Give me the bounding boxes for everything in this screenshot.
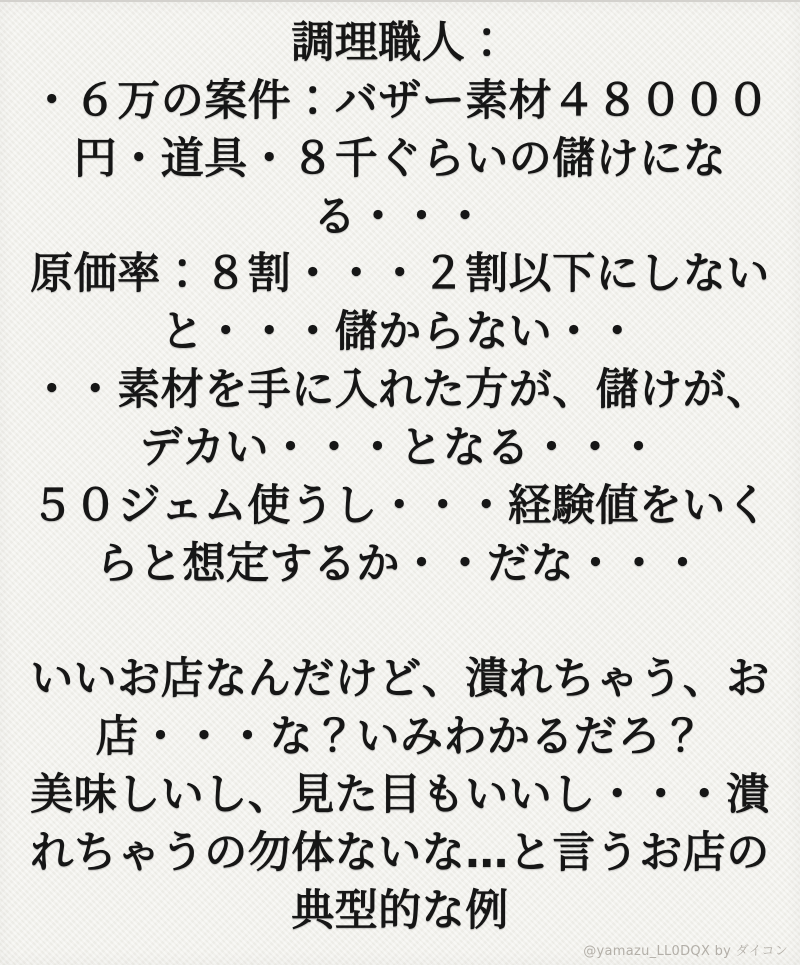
text-line: れちゃうの勿体ないな…と言うお店の	[30, 827, 770, 878]
text-line: 美味しいし、見た目もいいし・・・潰	[30, 769, 770, 820]
watermark-credit: @yamazu_LL0DQX by ダイコン	[583, 944, 788, 959]
text-line: らと想定するか・・だな・・・	[95, 538, 705, 589]
text-line: 店・・・な？いみわかるだろ？	[95, 712, 705, 763]
text-line: 典型的な例	[291, 885, 509, 936]
text-line: ・６万の案件：バザー素材４８０００	[30, 75, 770, 126]
text-line: デカい・・・となる・・・	[139, 422, 661, 473]
text-line: いいお店なんだけど、潰れちゃう、お	[30, 654, 770, 705]
meme-text-block	[0, 2, 800, 941]
text-line: 原価率：８割・・・２割以下にしない	[30, 249, 770, 300]
text-line: る・・・	[313, 191, 487, 242]
text-line-blank	[0, 593, 800, 651]
text-line: と・・・儲からない・・	[160, 307, 640, 358]
text-line: 調理職人：	[291, 18, 509, 68]
text-line: 円・道具・８千ぐらいの儲けにな	[73, 133, 727, 184]
text-line: ・・素材を手に入れた方が、儲けが、	[30, 365, 770, 416]
text-line: ５０ジェム使うし・・・経験値をいく	[30, 480, 770, 531]
